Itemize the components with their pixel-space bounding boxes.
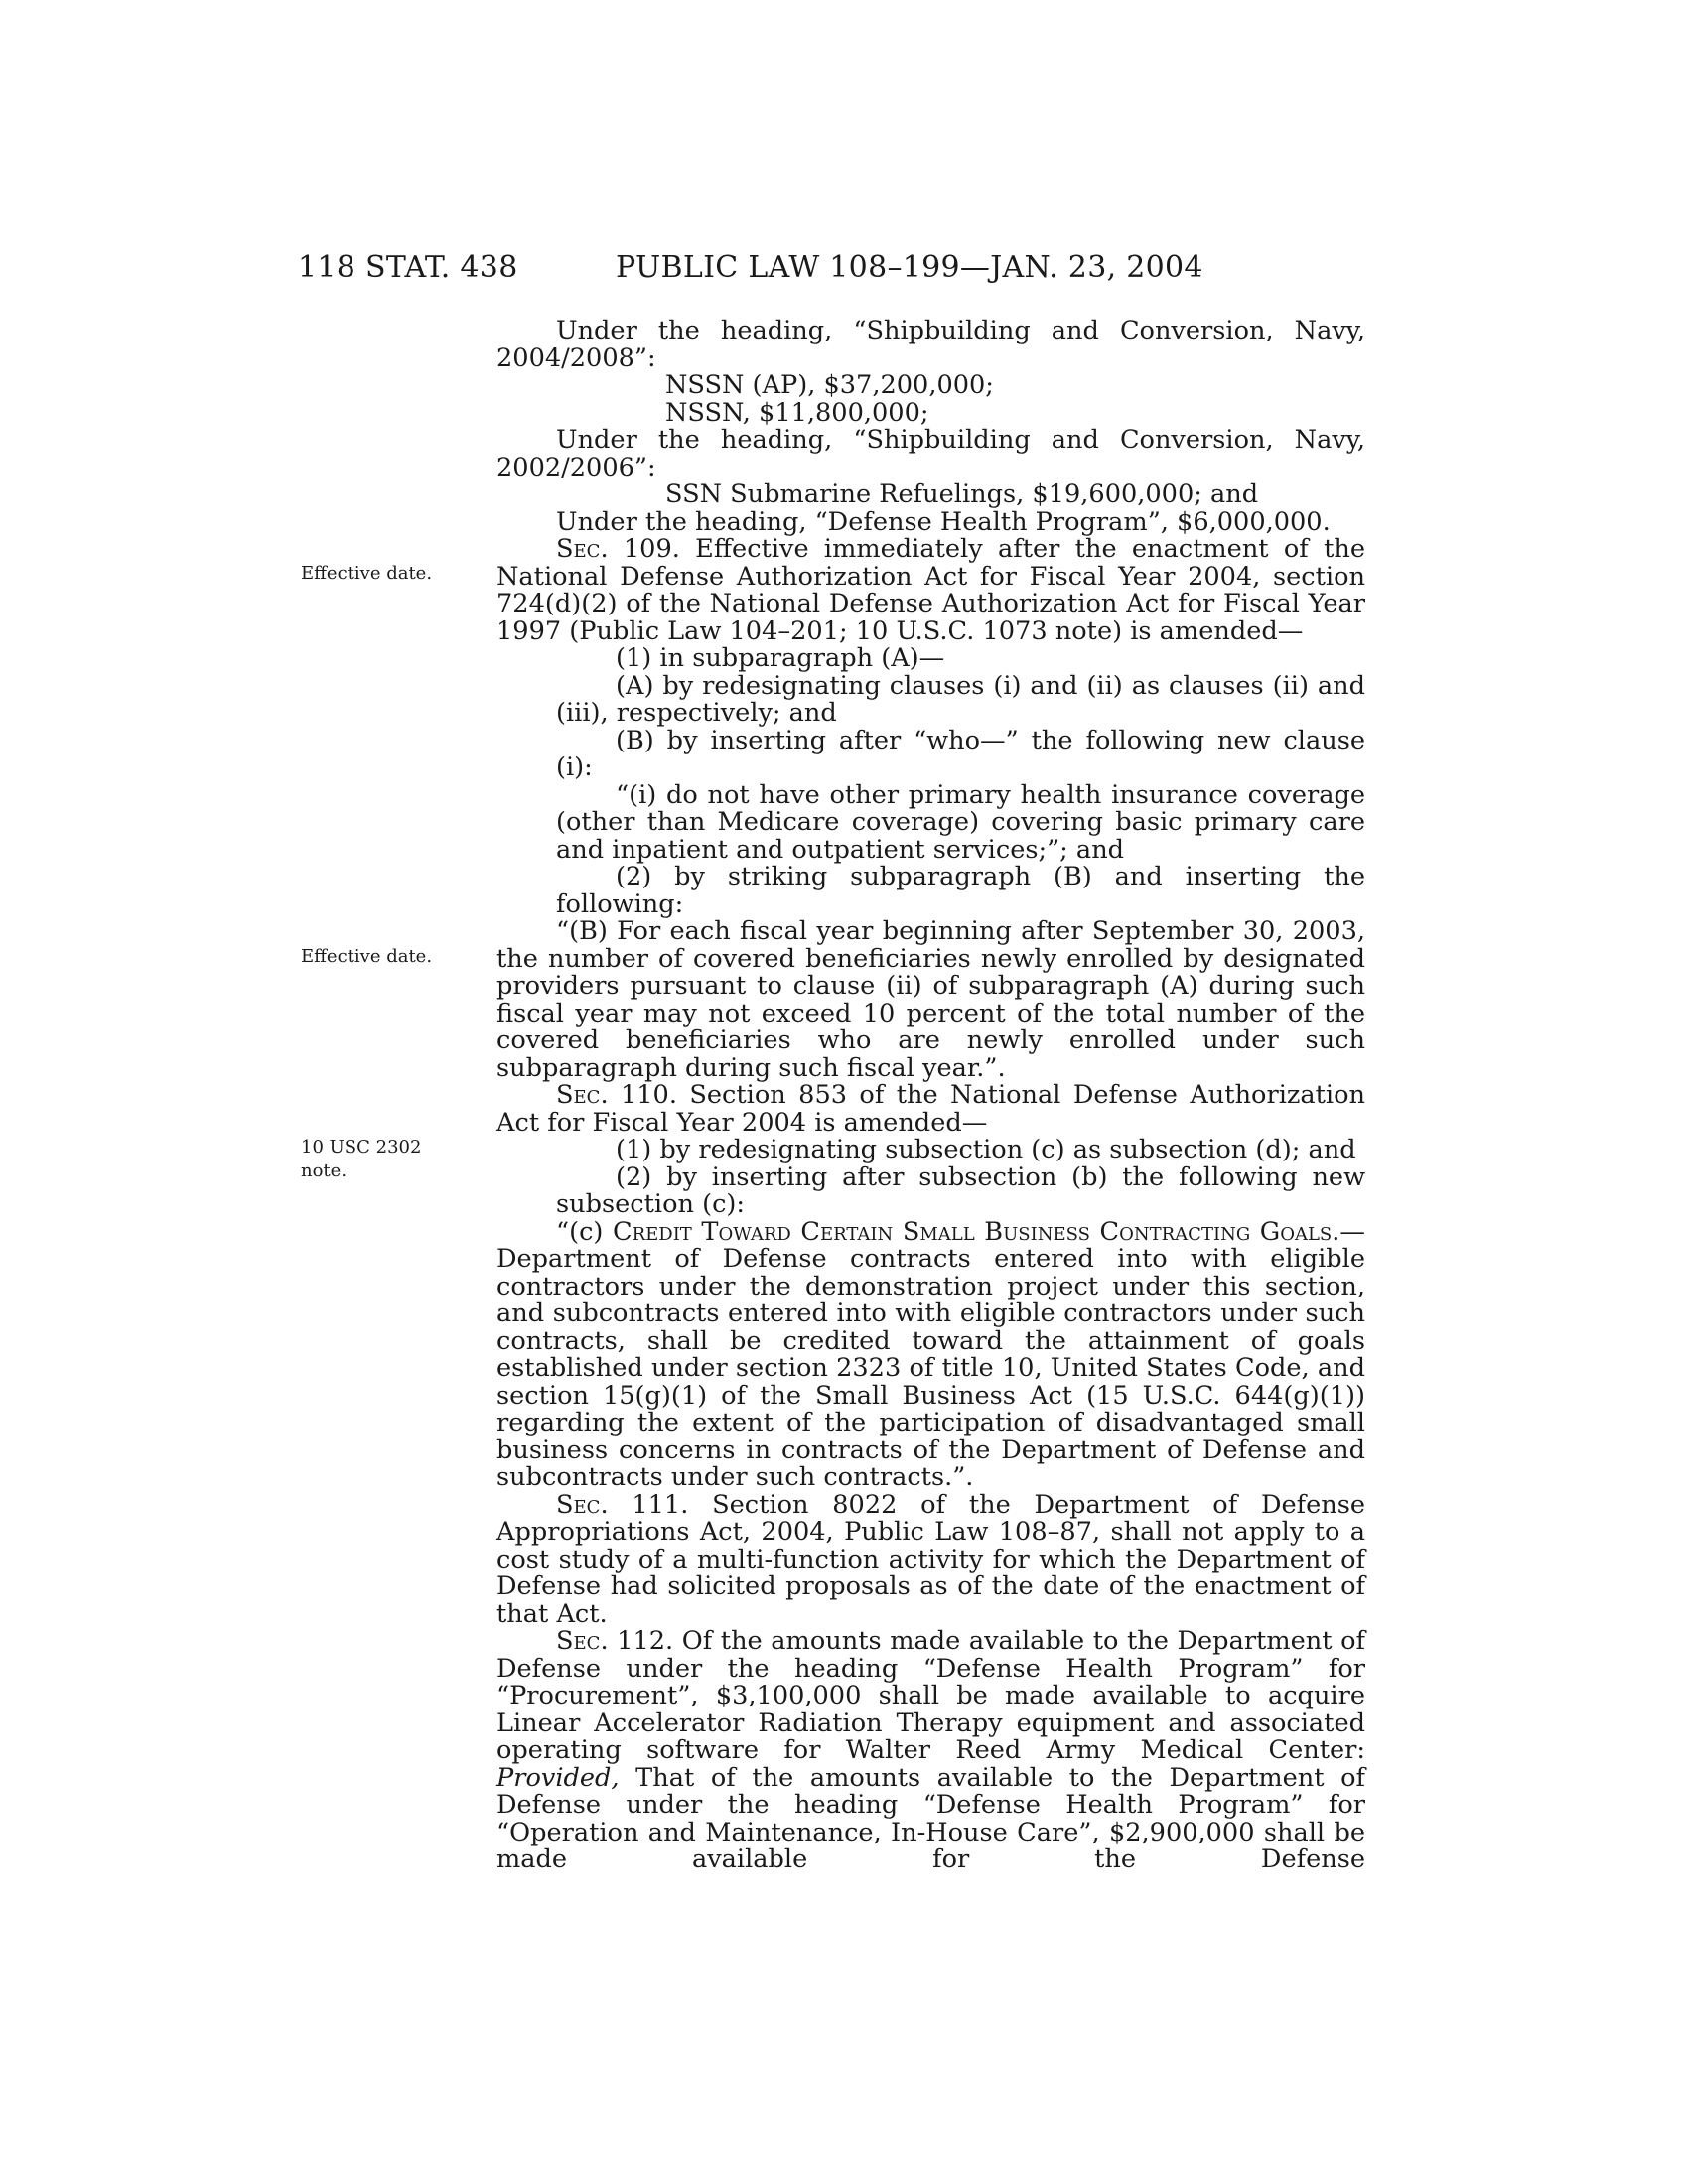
running-header: PUBLIC LAW 108–199—JAN. 23, 2004 [616, 250, 1203, 285]
sec-label: Sec. [556, 1489, 609, 1520]
section-110-para-2: (2) by inserting after subsection (b) the following new subsection (c): [556, 1161, 1365, 1219]
section-109-para-B: (B) by inserting after “who—” the following new clause (i): [556, 725, 1365, 782]
item-ssn-refuelings: SSN Submarine Refuelings, $19,600,000; and [665, 479, 1259, 509]
section-109-para-A: (A) by redesignating clauses (i) and (ii) as clauses (ii) and (iii), respectively; and [556, 670, 1365, 728]
sec-label: Sec. [556, 1626, 609, 1656]
margin-note-effective-date-1: Effective date. [301, 563, 433, 584]
subsection-heading: Credit Toward Certain Small Business Contracting Goals. [612, 1216, 1340, 1247]
item-nssn-ap: NSSN (AP), $37,200,000; [665, 370, 994, 400]
section-110: Sec. 110. Section 853 of the National Defense Authorization Act for Fiscal Year 2004 is amended— [496, 1080, 1365, 1138]
heading-defense-health: Under the heading, “Defense Health Program”, $6,000,000. [556, 506, 1331, 537]
section-111: Sec. 111. Section 8022 of the Department of Defense Appropriations Act, 2004, Public Law 108–87, shall not apply to a cost study of a multi-function activity for which the Department of Defense had solicited proposals as of the date of the enactment of that Act. [496, 1489, 1365, 1629]
section-109-para-2: (2) by striking subparagraph (B) and inserting the following: [556, 862, 1365, 919]
section-110-para-1: (1) by redesignating subsection (c) as subsection (d); and [616, 1135, 1356, 1164]
provided-italic: Provided, [496, 1762, 620, 1793]
margin-note-usc: 10 USC 2302 note. [301, 1137, 422, 1181]
section-109-new-B: “(B) For each fiscal year beginning after September 30, 2003, the number of covered beneficiaries newly enrolled by designated providers pursuant to clause (ii) of subparagraph (A) during such fiscal year may not exceed 10 percent of the total number of the covered beneficiaries who are newly enrolled under such subparagraph during such fiscal year.”. [496, 916, 1365, 1083]
section-109-clause-i: “(i) do not have other primary health insurance coverage (other than Medicare coverage) covering basic primary care and inpatient and outpatient services;”; and [556, 779, 1365, 865]
section-109: Sec. 109. Effective immediately after the enactment of the National Defense Authorization Act for Fiscal Year 2004, section 724(d)(2) of the National Defense Authorization Act for Fiscal Year 1997 (Public Law 104–201; 10 U.S.C. 1073 note) is amended— [496, 534, 1365, 646]
section-109-para-1: (1) in subparagraph (A)— [616, 643, 945, 673]
sec-label: Sec. [556, 1080, 609, 1110]
body-text [496, 318, 1365, 1874]
section-110-subsection-c: “(c) Credit Toward Certain Small Business Contracting Goals.—Department of Defense contracts entered into with eligible contractors under the demonstration project under this section, and subcontracts entered into with eligible contractors under such contracts, shall be credited toward the attainment of goals established under section 2323 of title 10, United States Code, and section 15(g)(1) of the Small Business Act (15 U.S.C. 644(g)(1)) regarding the extent of the participation of disadvantaged small business concerns in contracts of the Department of Defense and subcontracts under such contracts.”. [496, 1216, 1365, 1492]
sec-label: Sec. [556, 534, 609, 564]
item-nssn: NSSN, $11,800,000; [665, 397, 929, 428]
page-stat-number: 118 STAT. 438 [298, 250, 518, 285]
section-112: Sec. 112. Of the amounts made available to the Department of Defense under the heading “Defense Health Program” for “Procurement”, $3,100,000 shall be made available to acquire Linear Accelerator Radiation Therapy equipment and associated operating software for Walter Reed Army Medical Center: Provided, That of the amounts available to the Department of Defense under the heading “Defense Health Program” for “Operation and Maintenance, In-House Care”, $2,900,000 shall be made available for the Defense [496, 1626, 1365, 1874]
heading-shipbuilding-2004: Under the heading, “Shipbuilding and Conversion, Navy, 2004/2008”: [496, 316, 1365, 373]
margin-note-effective-date-2: Effective date. [301, 946, 433, 967]
heading-shipbuilding-2002: Under the heading, “Shipbuilding and Conversion, Navy, 2002/2006”: [496, 425, 1365, 482]
